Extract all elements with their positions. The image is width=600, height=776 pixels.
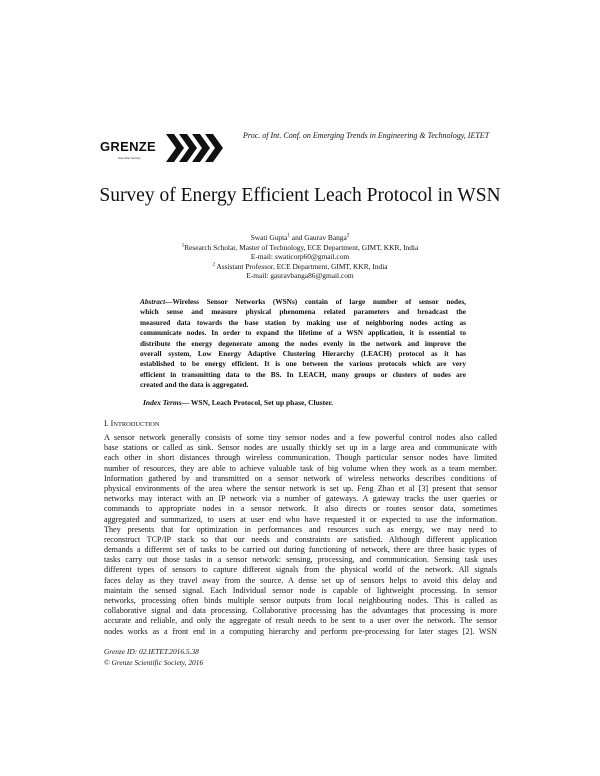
chevrons-icon	[166, 132, 224, 164]
abstract-line: established to be energy efficient. It is one between the various protocols which are very	[140, 359, 466, 369]
abstract-line: efficient in transmitting data to the BS. In LEACH, many groups or clusters of nodes are	[140, 369, 466, 379]
abstract-label: Abstract	[140, 297, 166, 306]
body-line: They presents that for optimization in performances and resources such as energy, we may need to	[104, 524, 497, 534]
body-line: demands a different set of tasks to be carried out during functioning of network, there are three basic types of	[104, 545, 497, 555]
body-line: maintain the sensed signal. Each Individual sensor node is capable of lightweight processing. In sensor	[104, 585, 497, 595]
body-line: physical environments of the area where the sensor network is set up. Feng Zhao et al [3] present that sensor	[104, 483, 497, 493]
author-names: Swati Gupta$^1$ and Gaurav Banga$^2$	[250, 233, 350, 242]
abstract-line: overall system, Low Energy Adaptive Clustering Hierarchy (LEACH) protocol as it has	[140, 348, 466, 358]
body-line: collaborative signal and data processing. Collaborative processing has the advantages that processing is more	[104, 606, 497, 616]
grenze-id: Grenze ID: 02.IETET.2016.5.38	[104, 647, 199, 656]
abstract	[140, 297, 466, 391]
body-line: A sensor network generally consists of some tiny sensor nodes and a few powerful control nodes also called	[104, 433, 497, 442]
logo-text: GRENZE	[100, 139, 156, 154]
body-line: tasks carry out those tasks in a sensor network: sensing, processing, and communication. Sensing task uses	[104, 555, 497, 565]
footer	[104, 646, 203, 668]
body-line: aggregated and summarized, to users at user end who have requested it or expected to use the information.	[104, 514, 497, 524]
paper-title: Survey of Energy Efficient Leach Protocol in WSN	[99, 185, 501, 206]
body-line: faces delay as they travel away from the source. A dense set up of sensors helps to avoid this delay and	[104, 575, 497, 585]
body-line: different types of sensors to capture different signals from the physical world of the network. All signals	[104, 565, 497, 575]
abstract-line: which sense and measure physical phenomena related parameters and broadcast the	[140, 307, 466, 317]
abstract-line: communicate nodes. In order to expand the lifetime of a WSN application, it is essential to	[140, 328, 466, 338]
body-line: accurate and reliable, and only the aggregate of result needs to be sent to a user over the network. The sensor	[104, 616, 497, 626]
grenze-logo	[100, 130, 226, 166]
index-terms: Index Terms— WSN, Leach Protocol, Set up phase, Cluster.	[143, 398, 334, 407]
abstract-line: measured data towards the base station by making use of neighboring nodes acting as	[140, 317, 466, 327]
affiliation-1: $^1$Research Scholar, Master of Technology, ECE Department, GIMT, KKR, India	[181, 242, 419, 252]
affiliation-2: $^2$ Assistant Professor, ECE Department, GIMT, KKR, India	[212, 261, 388, 271]
section-heading: I. INTRODUCTION	[104, 419, 160, 428]
logo-tagline: Scientific Society	[118, 156, 141, 160]
email-2: E-mail: gauravbanga86@gmail.com	[246, 271, 354, 281]
body-line: reconstruct TCP/IP stack so that our needs and constraints are satisfied. Although different application	[104, 534, 497, 544]
abstract-line: Abstract—Wireless Sensor Networks (WSNs) contain of large number of sensor nodes,	[140, 297, 466, 306]
body-line: number of resources, they are able to achieve valuable task of big volume when they work as a team member.	[104, 463, 497, 473]
email-1: E-mail: swaticorp60@gmail.com	[250, 252, 350, 262]
body-line: nodes works as a front end in a computing hierarchy and perform pre-processing for later stages [2]. WSN	[104, 626, 497, 636]
body-line: base stations or called as sink. Sensor nodes are usually thickly set up in a large area and communicate with	[104, 443, 497, 453]
body-line: commands to appropriate nodes in a sensor network. It also directs or routes sensor data, sometimes	[104, 504, 497, 514]
journal-header: Proc. of Int. Conf. on Emerging Trends in Engineering & Technology, IETET	[243, 131, 490, 140]
body-text	[104, 433, 497, 637]
author-block	[0, 233, 600, 281]
copyright: © Grenze Scientific Society, 2016	[104, 658, 204, 667]
abstract-line: distribute the energy degenerate among the nodes evenly in the network and improve the	[140, 338, 466, 348]
body-line: each other in short distances through wireless communication. Though particular sensor nodes have limited	[104, 453, 497, 463]
body-line: networks, processing often binds multiple sensor outputs from local neighbouring nodes. This is called as	[104, 596, 497, 605]
body-line: Information gathered by and transmitted on a sensor network of wireless networks describes conditions of	[104, 473, 497, 483]
body-line: networks may interact with an IP network via a number of gateways. A gateway tracks the user queries or	[104, 494, 497, 504]
abstract-line: created and the data is aggregated.	[140, 380, 249, 390]
